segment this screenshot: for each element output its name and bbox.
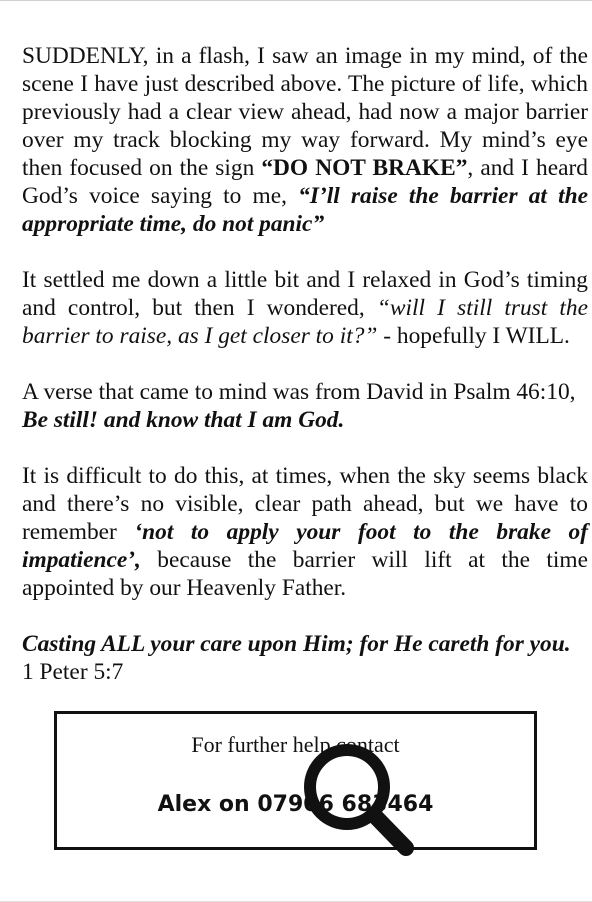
p3-text-a: A verse that came to mind was from David in Psalm 46:10, [22, 379, 576, 405]
do-not-brake-sign: “DO NOT BRAKE” [261, 155, 468, 181]
p4-quote: ‘not to apply your foot to the brake of impatience’, [22, 519, 588, 573]
p2-quote: “will I still trust the barrier to raise, as I get closer to it?” - [22, 295, 589, 349]
paragraph-1 [22, 42, 588, 238]
paragraph-3 [22, 378, 588, 434]
paragraph-2 [22, 266, 588, 350]
contact-intro: For further help contact [191, 732, 400, 757]
magnifier-icon[interactable] [298, 742, 420, 860]
peter-verse: Casting ALL your care upon Him; for He careth for you. [22, 631, 571, 657]
contact-box [54, 711, 537, 850]
verse-reference: 1 Peter 5:7 [22, 659, 124, 685]
contact-phone: Alex on 07906 683464 [157, 792, 434, 817]
p4-text-a: It is difficult to do this, at times, when the sky seems black and there’s no visible, clear path ahead, but we have to remember [22, 463, 588, 545]
top-divider [0, 0, 592, 1]
document-body [22, 42, 588, 686]
gods-voice-quote: “I’ll raise the barrier at the appropriate time, do not panic” [22, 183, 588, 237]
p1-text-b: , and I heard God’s voice saying to me, [22, 155, 588, 209]
p1-text-a: SUDDENLY, in a flash, I saw an image in my mind, of the scene I have just described above. The picture of life, which previously had a clear view ahead, had now a major barrier over my track blocking my way forward. My mind’s eye then focused on the sign [22, 43, 588, 181]
paragraph-5 [22, 630, 588, 686]
p2-text-a: It settled me down a little bit and I relaxed in God’s timing and control, but then I wondered, [22, 267, 588, 321]
p4-text-b: because the barrier will lift at the time appointed by our Heavenly Father. [22, 547, 588, 601]
psalm-verse: Be still! and know that I am God. [22, 407, 345, 433]
paragraph-4 [22, 462, 588, 602]
p2-text-b: hopefully I WILL. [391, 323, 570, 349]
